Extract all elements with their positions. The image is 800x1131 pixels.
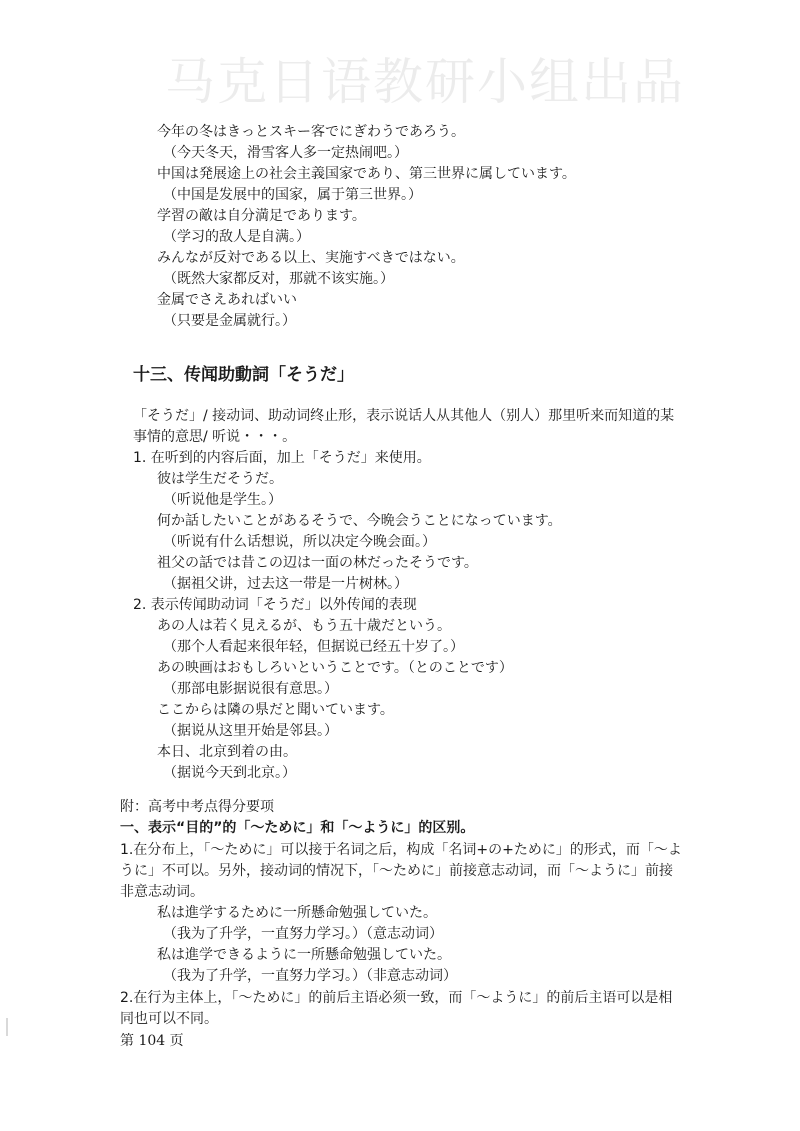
text-line: 中国は発展途上の社会主義国家であり、第三世界に属しています。 bbox=[157, 166, 576, 182]
paragraph-line: 2.在行为主体上，「～ために」的前后主语必须一致，而「～ように」的前后主语可以是相 bbox=[120, 990, 673, 1006]
intro-line: 「そうだ」/ 接动词、助动词终止形，表示说话人从其他人（别人）那里听来而知道的某 bbox=[133, 408, 675, 424]
text-line: 学習の敵は自分満足であります。 bbox=[157, 208, 366, 224]
example-line: （听说有什么话想说，所以决定今晚会面。） bbox=[163, 534, 436, 550]
example-line: （据说今天到北京。） bbox=[163, 765, 296, 781]
example-line: 彼は学生だそうだ。 bbox=[157, 471, 283, 487]
example-line: 私は進学するために一所懸命勉强していた。 bbox=[157, 905, 437, 921]
text-line: （今天冬天，滑雪客人多一定热闹吧。） bbox=[163, 145, 408, 161]
scan-margin-mark bbox=[6, 1018, 8, 1036]
example-line: （据祖父讲，过去这一带是一片树林。） bbox=[163, 576, 408, 592]
appendix-subtitle: 一、表示“目的”的「～ために」和「～ように」的区别。 bbox=[120, 820, 475, 836]
intro-line: 事情的意思/ 听说・・・。 bbox=[133, 429, 297, 445]
item-title: 2. 表示传闻助动词「そうだ」以外传闻的表现 bbox=[133, 597, 417, 613]
example-line: （我为了升学，一直努力学习。）（非意志动词） bbox=[163, 968, 457, 984]
paragraph-line: 同也可以不同。 bbox=[120, 1011, 218, 1027]
example-line: （那部电影据说很有意思。） bbox=[163, 681, 338, 697]
text-line: （既然大家都反对，那就不该实施。） bbox=[163, 271, 394, 287]
example-line: （那个人看起来很年轻，但据说已经五十岁了。） bbox=[163, 639, 464, 655]
text-line: 今年の冬はきっとスキー客でにぎわうであろう。 bbox=[157, 124, 465, 140]
text-line: （学习的敌人是自满。） bbox=[163, 229, 310, 245]
text-line: 金属でさえあればいい bbox=[157, 292, 297, 308]
paragraph-line: 非意志动词。 bbox=[120, 884, 204, 900]
example-line: ここからは隣の県だと聞いています。 bbox=[157, 702, 394, 718]
item-title: 1. 在听到的内容后面，加上「そうだ」来使用。 bbox=[133, 450, 431, 466]
page-number: 第 104 页 bbox=[120, 1033, 184, 1049]
example-line: （据说从这里开始是邻县。） bbox=[163, 723, 338, 739]
example-line: 本日、北京到着の由。 bbox=[157, 744, 297, 760]
example-line: （听说他是学生。） bbox=[163, 492, 282, 508]
text-line: （中国是发展中的国家，属于第三世界。） bbox=[163, 187, 422, 203]
watermark: 马克日语教研小组出品 bbox=[165, 53, 685, 111]
example-line: 私は進学できるように一所懸命勉强していた。 bbox=[157, 947, 451, 963]
section-title: 十三、传闻助動詞「そうだ」 bbox=[133, 365, 354, 385]
example-line: あの映画はおもしろいということです。（とのことです） bbox=[157, 660, 513, 676]
example-line: あの人は若く見えるが、もう五十歳だという。 bbox=[157, 618, 451, 634]
example-line: 何か話したいことがあるそうで、今晩会うことになっています。 bbox=[157, 513, 562, 529]
paragraph-line: 1.在分布上，「～ために」可以接于名词之后，构成「名词+の+ために」的形式，而「～よ bbox=[120, 842, 682, 858]
example-line: （我为了升学，一直努力学习。）（意志动词） bbox=[163, 926, 443, 942]
appendix-title: 附：高考中考点得分要项 bbox=[120, 799, 274, 815]
text-line: みんなが反対である以上、実施すべきではない。 bbox=[157, 250, 465, 266]
example-line: 祖父の話では昔この辺は一面の林だったそうです。 bbox=[157, 555, 478, 571]
paragraph-line: うに」不可以。另外，接动词的情况下，「～ために」前接意志动词，而「～ように」前接 bbox=[120, 863, 673, 879]
text-line: （只要是金属就行。） bbox=[163, 313, 296, 329]
